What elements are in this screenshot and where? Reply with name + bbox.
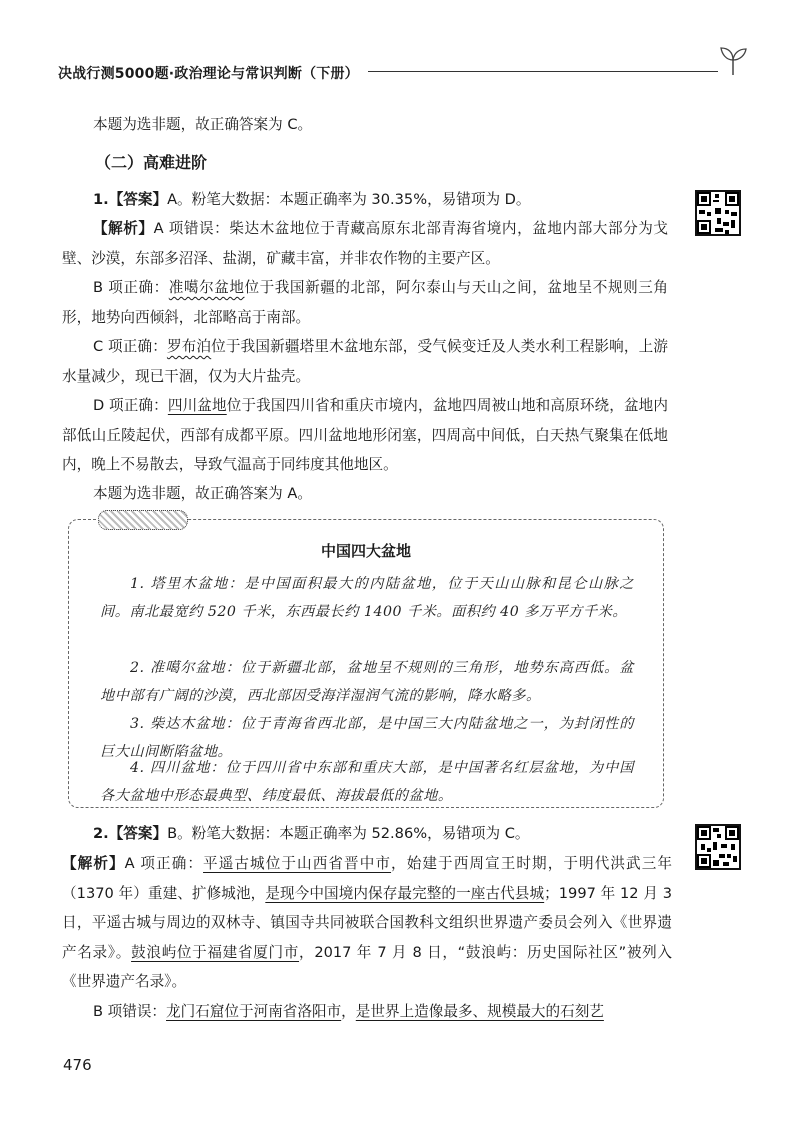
qr-code-icon[interactable] bbox=[695, 190, 741, 236]
q2-answer-text: B。粉笔大数据：本题正确率为 52.86%，易错项为 C。 bbox=[167, 825, 530, 842]
knowledge-item-4: 4. 四川盆地：位于四川省中东部和重庆大部，是中国著名红层盆地，为中国各大盆地中形态最典型、纬度最低、海拔最低的盆地。 bbox=[100, 760, 634, 804]
q2-a-text-2: ；1997 年 12 月 3 日，平遥古城与周边的双林寺、镇国寺共同被联合国教科文组织世界遗产委员会列入《世界遗产名录》。 bbox=[62, 884, 672, 961]
q1-c-key-term: 罗布泊 bbox=[166, 338, 212, 355]
q2-b-text: ， bbox=[341, 1003, 356, 1020]
q1-analysis-a-text: A 项错误：柴达木盆地位于青藏高原东北部青海省境内，盆地内部大部分为戈壁、沙漠，东部多沼泽、盐湖，矿藏丰富，并非农作物的主要产区。 bbox=[62, 220, 668, 267]
sprout-icon bbox=[716, 42, 750, 76]
previous-conclusion: 本题为选非题，故正确答案为 C。 bbox=[93, 116, 313, 133]
q1-c-text: 位于我国新疆塔里木盆地东部，受气候变迁及人类水利工程影响，上游水量减少，现已干涸，仅为大片盐壳。 bbox=[62, 338, 668, 385]
q2-a-text-3: ，2017 年 7 月 8 日，“鼓浪屿：历史国际社区”被列入《世界遗产名录》。 bbox=[62, 943, 672, 990]
q2-a-prefix: A 项正确： bbox=[124, 855, 204, 872]
q1-d-prefix: D 项正确： bbox=[93, 397, 168, 414]
knowledge-box-title: 中国四大盆地 bbox=[320, 542, 411, 560]
q2-b-prefix: B 项错误： bbox=[93, 1003, 167, 1020]
q1-option-b bbox=[62, 273, 668, 332]
q1-analysis-label: 【解析】 bbox=[93, 220, 154, 237]
q1-answer-text: A。粉笔大数据：本题正确率为 30.35%，易错项为 D。 bbox=[167, 191, 531, 208]
q2-a-key-phrase-3: 鼓浪屿位于福建省厦门市 bbox=[131, 943, 300, 961]
q1-b-text: 位于我国新疆的北部，阿尔泰山与天山之间，盆地呈不规则三角形，地势向西倾斜，北部略高于南部。 bbox=[62, 279, 668, 326]
q2-analysis-a bbox=[62, 849, 672, 997]
q2-answer-label: 2.【答案】 bbox=[93, 825, 168, 842]
q1-c-prefix: C 项正确： bbox=[93, 338, 167, 355]
q1-option-d bbox=[62, 391, 668, 480]
running-header-title: 决战行测5000题·政治理论与常识判断（下册） bbox=[58, 66, 359, 82]
q2-a-text-1: ，始建于西周宣王时期，于明代洪武三年（1370 年）重建、扩修城池， bbox=[62, 855, 672, 902]
q1-d-key-term: 四川盆地 bbox=[167, 397, 227, 414]
q2-analysis-label: 【解析】 bbox=[62, 855, 125, 872]
knowledge-item-2: 2. 准噶尔盆地：位于新疆北部，盆地呈不规则的三角形，地势东高西低。盆地中部有广阔的沙漠，西北部因受海洋湿润气流的影响，降水略多。 bbox=[100, 660, 634, 704]
q2-option-b bbox=[62, 997, 668, 1027]
header-rule bbox=[368, 71, 718, 72]
knowledge-item-3: 3. 柴达木盆地：位于青海省西北部，是中国三大内陆盆地之一，为封闭性的巨大山间断陷盆地。 bbox=[100, 716, 634, 760]
q1-b-prefix: B 项正确： bbox=[93, 279, 169, 296]
page-number: 476 bbox=[63, 1056, 92, 1074]
q2-a-key-phrase-2: 是现今中国境内保存最完整的一座古代县城 bbox=[265, 884, 545, 902]
q2-b-key-phrase-2: 是世界上造像最多、规模最大的石刻艺 bbox=[355, 1003, 604, 1020]
q2-answer bbox=[62, 819, 668, 849]
q1-d-text: 位于我国四川省和重庆市境内，盆地四周被山地和高原环绕，盆地内部低山丘陵起伏，西部有成都平原。四川盆地地形闭塞，四周高中间低，白天热气聚集在低地内，晚上不易散去，导致气温高于同纬度其他地区。 bbox=[62, 397, 668, 473]
q1-b-key-term: 准噶尔盆地 bbox=[168, 279, 245, 296]
q1-analysis-a bbox=[62, 214, 668, 273]
q1-conclusion: 本题为选非题，故正确答案为 A。 bbox=[93, 485, 312, 502]
q1-answer bbox=[62, 185, 668, 215]
knowledge-item-1: 1. 塔里木盆地：是中国面积最大的内陆盆地，位于天山山脉和昆仑山脉之间。南北最宽约 520 千米，东西最长约 1400 千米。面积约 40 多万平方千米。 bbox=[100, 576, 634, 620]
q2-b-key-phrase-1: 龙门石窟位于河南省洛阳市 bbox=[166, 1003, 342, 1020]
q1-option-c bbox=[62, 332, 668, 391]
qr-code-icon[interactable] bbox=[695, 824, 741, 870]
q2-a-key-phrase-1: 平遥古城位于山西省晋中市 bbox=[203, 855, 392, 872]
knowledge-box-badge bbox=[98, 510, 188, 530]
section-heading: （二）高难进阶 bbox=[95, 153, 208, 172]
q1-answer-label: 1.【答案】 bbox=[93, 191, 168, 208]
